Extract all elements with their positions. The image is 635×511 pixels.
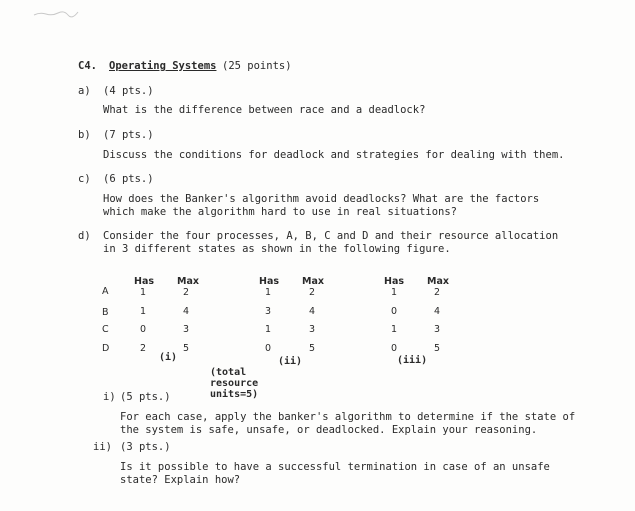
subpart-i-text-line1: For each case, apply the banker's algorithm to determine if the state of <box>120 411 576 423</box>
subpart-ii-label: ii) <box>93 441 112 453</box>
table-i-cell: 2 <box>182 287 190 298</box>
table-ii-cell: 5 <box>308 343 316 354</box>
table-ii-has-header: Has <box>259 276 280 287</box>
table-i-cell: 3 <box>182 324 190 335</box>
table-iii-cell: 1 <box>390 324 398 335</box>
table-iii-cell: 4 <box>433 306 441 317</box>
table-ii-cell: 1 <box>264 324 272 335</box>
question-code: C4. <box>78 60 97 72</box>
question-title: Operating Systems <box>109 60 217 72</box>
subpart-ii-points: (3 pts.) <box>120 441 171 453</box>
part-d-text-line1: Consider the four processes, A, B, C and D and their resource allocation <box>103 230 559 242</box>
table-iii-cell: 5 <box>433 343 441 354</box>
part-b-text: Discuss the conditions for deadlock and strategies for dealing with them. <box>103 149 565 161</box>
table-iii-cell: 2 <box>433 287 441 298</box>
table-i-cell: 5 <box>182 343 190 354</box>
table-i-caption: (i) <box>159 352 178 363</box>
table-ii-max-header: Max <box>302 276 324 287</box>
row-label-b: B <box>102 307 109 318</box>
table-ii-cell: 3 <box>264 306 272 317</box>
part-a-text: What is the difference between race and a deadlock? <box>103 104 426 116</box>
table-iii-cell: 0 <box>390 306 398 317</box>
table-i-cell: 4 <box>182 306 190 317</box>
subpart-i-points: (5 pts.) <box>120 391 171 403</box>
table-ii-caption: (ii) <box>278 356 303 367</box>
row-label-a: A <box>102 286 109 297</box>
table-ii-cell: 3 <box>308 324 316 335</box>
part-c-text-line1: How does the Banker's algorithm avoid deadlocks? What are the factors <box>103 193 540 205</box>
table-i-cell: 2 <box>139 343 147 354</box>
part-b-label: b) <box>78 129 91 141</box>
row-label-c: C <box>102 324 109 335</box>
table-ii-cell: 0 <box>264 343 272 354</box>
table-iii-max-header: Max <box>427 276 449 287</box>
part-d-label: d) <box>78 230 91 242</box>
part-c-points: (6 pts.) <box>103 173 154 185</box>
table-i-cell: 1 <box>139 287 147 298</box>
table-ii-cell: 2 <box>308 287 316 298</box>
table-iii-cell: 1 <box>390 287 398 298</box>
part-d-text-line2: in 3 different states as shown in the following figure. <box>103 243 451 255</box>
table-i-has-header: Has <box>134 276 155 287</box>
part-c-label: c) <box>78 173 91 185</box>
part-c-text-line2: which make the algorithm hard to use in real situations? <box>103 206 458 218</box>
table-ii-cell: 1 <box>264 287 272 298</box>
table-iii-caption: (iii) <box>397 355 428 366</box>
part-a-label: a) <box>78 85 91 97</box>
table-iii-cell: 3 <box>433 324 441 335</box>
row-label-d: D <box>102 343 110 354</box>
table-iii-has-header: Has <box>384 276 405 287</box>
subpart-i-text-line2: the system is safe, unsafe, or deadlocked. Explain your reasoning. <box>120 424 538 436</box>
part-a-points: (4 pts.) <box>103 85 154 97</box>
part-b-points: (7 pts.) <box>103 129 154 141</box>
figure-footer: (total resource units=5) <box>210 367 259 400</box>
table-iii-cell: 0 <box>390 343 398 354</box>
table-i-cell: 0 <box>139 324 147 335</box>
question-points: (25 points) <box>222 60 292 72</box>
table-ii-cell: 4 <box>308 306 316 317</box>
subpart-ii-text-line2: state? Explain how? <box>120 474 241 486</box>
table-i-cell: 1 <box>139 306 147 317</box>
subpart-ii-text-line1: Is it possible to have a successful termination in case of an unsafe <box>120 461 550 473</box>
subpart-i-label: i) <box>103 391 116 403</box>
table-i-max-header: Max <box>177 276 199 287</box>
paper-smudge <box>32 10 80 18</box>
